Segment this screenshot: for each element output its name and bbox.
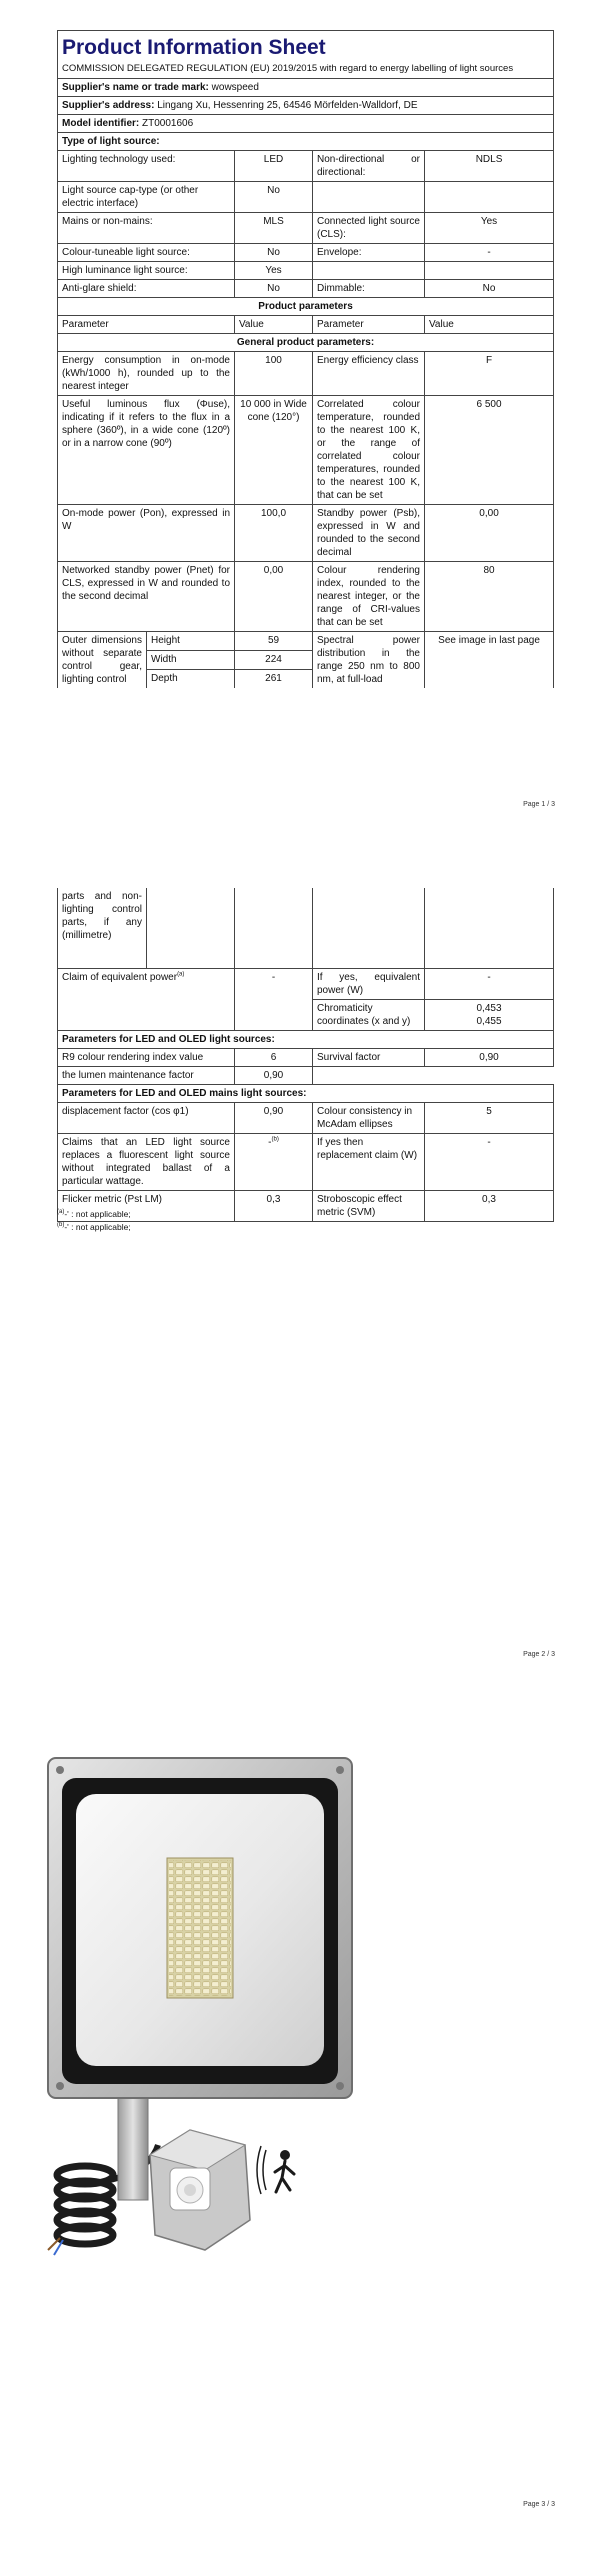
regulation-text: COMMISSION DELEGATED REGULATION (EU) 2019/2015 with regard to energy labelling of light sources xyxy=(58,61,554,78)
on-mode-power-value: 100,0 xyxy=(235,504,313,561)
replacement-claim-row xyxy=(58,1134,554,1191)
light-type-value: No xyxy=(235,243,313,261)
equivalent-power-value: - xyxy=(425,969,554,1000)
light-type-value xyxy=(425,261,554,279)
lumen-maintenance-label: the lumen maintenance factor xyxy=(58,1067,235,1085)
colour-consistency-value: 5 xyxy=(425,1103,554,1134)
colour-consistency-label: Colour consistency in McAdam ellipses xyxy=(313,1103,425,1134)
screw-icon xyxy=(56,2082,64,2090)
r9-row xyxy=(58,1049,554,1067)
flicker-metric-value: 0,3 xyxy=(235,1191,313,1222)
energy-row xyxy=(58,351,554,395)
page-number: Page 1 / 3 xyxy=(523,801,555,808)
colour-temperature-value: 6 500 xyxy=(425,395,554,504)
colour-rendering-index-label: Colour rendering index, rounded to the nearest integer, or the range of CRI-values that can be set xyxy=(313,561,425,631)
chromaticity-x-value: 0,453 xyxy=(476,1003,502,1014)
standby-power-label: Standby power (Psb), expressed in W and rounded to the second decimal xyxy=(313,504,425,561)
light-type-value xyxy=(425,181,554,212)
height-label: Height xyxy=(147,631,235,650)
motion-person-icon xyxy=(257,2146,294,2194)
lumen-maintenance-value: 0,90 xyxy=(235,1067,313,1085)
light-type-row xyxy=(58,212,554,243)
flicker-metric-label: Flicker metric (Pst LM) xyxy=(58,1191,235,1222)
product-info-table-page-1 xyxy=(57,30,554,688)
light-type-row xyxy=(58,243,554,261)
light-type-value: No xyxy=(425,279,554,297)
energy-efficiency-value: F xyxy=(425,351,554,395)
light-type-label xyxy=(313,261,425,279)
survival-factor-value: 0,90 xyxy=(425,1049,554,1067)
displacement-factor-value: 0,90 xyxy=(235,1103,313,1134)
light-source-type-heading: Type of light source: xyxy=(58,132,554,150)
general-parameters-heading: General product parameters: xyxy=(58,333,554,351)
stroboscopic-metric-value: 0,3 xyxy=(425,1191,554,1222)
page-1 xyxy=(0,0,603,853)
led-mains-parameters-heading: Parameters for LED and OLED mains light sources: xyxy=(58,1085,554,1103)
column-header-value: Value xyxy=(235,315,313,333)
led-parameters-heading: Parameters for LED and OLED light sources: xyxy=(58,1031,554,1049)
width-value: 224 xyxy=(235,650,313,669)
empty-cell xyxy=(147,888,235,969)
empty-cell xyxy=(313,888,425,969)
colour-temperature-label: Correlated colour temperature, rounded to the nearest 100 K, or the range of correlated colour temperatures, rounded to the nearest 100 K, that can be set xyxy=(313,395,425,504)
fluorescent-claim-dash: - xyxy=(268,1137,272,1148)
light-type-label: Anti-glare shield: xyxy=(58,279,235,297)
column-header-row xyxy=(58,315,554,333)
equivalent-power-row xyxy=(58,969,554,1000)
r9-label: R9 colour rendering index value xyxy=(58,1049,235,1067)
light-type-value: Yes xyxy=(425,212,554,243)
light-type-row xyxy=(58,181,554,212)
light-type-label: Dimmable: xyxy=(313,279,425,297)
light-type-label: Connected light source (CLS): xyxy=(313,212,425,243)
luminous-flux-value: 10 000 in Wide cone (120°) xyxy=(235,395,313,504)
screw-icon xyxy=(336,1766,344,1774)
colour-rendering-index-value: 80 xyxy=(425,561,554,631)
light-type-value: Yes xyxy=(235,261,313,279)
light-type-label xyxy=(313,181,425,212)
survival-factor-label: Survival factor xyxy=(313,1049,425,1067)
networked-standby-value: 0,00 xyxy=(235,561,313,631)
light-type-row xyxy=(58,150,554,181)
outer-dimensions-label-continued: parts and non-lighting control parts, if any (millimetre) xyxy=(58,888,147,969)
column-header-parameter: Parameter xyxy=(313,315,425,333)
depth-value: 261 xyxy=(235,669,313,688)
light-type-value: - xyxy=(425,243,554,261)
empty-cell xyxy=(425,888,554,969)
chromaticity-y-value: 0,455 xyxy=(476,1016,502,1027)
empty-cell xyxy=(235,888,313,969)
flux-row xyxy=(58,395,554,504)
energy-consumption-value: 100 xyxy=(235,351,313,395)
dimension-continued-row xyxy=(58,888,554,969)
flicker-row xyxy=(58,1191,554,1222)
led-chips xyxy=(169,1860,231,1996)
outer-dimensions-label: Outer dimensions without separate control gear, lighting control xyxy=(58,631,147,688)
lumen-maintenance-row xyxy=(58,1067,554,1085)
footnote-b-mark: (b) xyxy=(57,1221,65,1228)
power-row xyxy=(58,504,554,561)
spectral-power-value: See image in last page xyxy=(425,631,554,688)
footnote-a-text: -' : not applicable; xyxy=(64,1209,131,1219)
footnote-a-mark: (a) xyxy=(57,1209,65,1216)
mounting-pole xyxy=(118,2090,148,2200)
supplier-address-label: Supplier's address: xyxy=(62,99,155,111)
networked-standby-label: Networked standby power (Pnet) for CLS, expressed in W and rounded to the second decimal xyxy=(58,561,235,631)
model-identifier-row xyxy=(58,114,554,132)
screw-icon xyxy=(56,1766,64,1774)
equivalent-power-claim-label xyxy=(58,969,235,1031)
displacement-factor-label: displacement factor (cos φ1) xyxy=(58,1103,235,1134)
light-type-label: Non-directional or directional: xyxy=(313,150,425,181)
footnote-b xyxy=(57,1221,131,1234)
floodlight-product-image xyxy=(40,1750,360,2270)
page-number: Page 3 / 3 xyxy=(523,2501,555,2508)
light-type-value: MLS xyxy=(235,212,313,243)
fluorescent-claim-value xyxy=(235,1134,313,1191)
energy-efficiency-label: Energy efficiency class xyxy=(313,351,425,395)
light-type-label: High luminance light source: xyxy=(58,261,235,279)
supplier-name-row xyxy=(58,78,554,96)
fluorescent-claim-label: Claims that an LED light source replaces a fluorescent light source without integrated ballast of a particular wattage. xyxy=(58,1134,235,1191)
footnote-a xyxy=(57,1208,131,1221)
column-header-parameter: Parameter xyxy=(58,315,235,333)
luminous-flux-label: Useful luminous flux (Φuse), indicating if it refers to the flux in a sphere (360º), in a wide cone (120º) or in a narrow cone (90º) xyxy=(58,395,235,504)
footnote-mark-a: (a) xyxy=(177,971,185,978)
light-type-value: LED xyxy=(235,150,313,181)
product-info-table-page-2 xyxy=(57,888,554,1222)
page-2 xyxy=(0,853,603,1706)
light-type-label: Colour-tuneable light source: xyxy=(58,243,235,261)
on-mode-power-label: On-mode power (Pon), expressed in W xyxy=(58,504,235,561)
chromaticity-label: Chromaticity coordinates (x and y) xyxy=(313,1000,425,1031)
light-type-label: Mains or non-mains: xyxy=(58,212,235,243)
motion-sensor xyxy=(150,2130,250,2250)
page-number: Page 2 / 3 xyxy=(523,1651,555,1658)
light-type-value: NDLS xyxy=(425,150,554,181)
equivalent-power-claim-value: - xyxy=(235,969,313,1031)
column-header-value: Value xyxy=(425,315,554,333)
replacement-claim-value: - xyxy=(425,1134,554,1191)
displacement-row xyxy=(58,1103,554,1134)
product-parameters-heading: Product parameters xyxy=(58,297,554,315)
light-type-label: Light source cap-type (or other electric interface) xyxy=(58,181,235,212)
chromaticity-value xyxy=(425,1000,554,1031)
replacement-claim-label: If yes then replacement claim (W) xyxy=(313,1134,425,1191)
supplier-address-value: Lingang Xu, Hessenring 25, 64546 Mörfelden-Walldorf, DE xyxy=(157,99,418,111)
networked-standby-row xyxy=(58,561,554,631)
empty-cell xyxy=(313,1067,554,1085)
dimension-row xyxy=(58,631,554,650)
footnote-mark-b: (b) xyxy=(271,1136,279,1143)
light-type-value: No xyxy=(235,279,313,297)
equivalent-power-claim-text: Claim of equivalent power xyxy=(62,972,178,983)
supplier-name-label: Supplier's name or trade mark: xyxy=(62,81,209,93)
light-type-label: Envelope: xyxy=(313,243,425,261)
footnotes xyxy=(57,1208,131,1234)
stroboscopic-metric-label: Stroboscopic effect metric (SVM) xyxy=(313,1191,425,1222)
model-identifier-value: ZT0001606 xyxy=(142,117,194,129)
energy-consumption-label: Energy consumption in on-mode (kWh/1000 h), rounded up to the nearest integer xyxy=(58,351,235,395)
light-type-row xyxy=(58,279,554,297)
supplier-address-row xyxy=(58,96,554,114)
r9-value: 6 xyxy=(235,1049,313,1067)
equivalent-power-label: If yes, equivalent power (W) xyxy=(313,969,425,1000)
page-title: Product Information Sheet xyxy=(58,31,554,62)
depth-label: Depth xyxy=(147,669,235,688)
model-identifier-label: Model identifier: xyxy=(62,117,140,129)
screw-icon xyxy=(336,2082,344,2090)
standby-power-value: 0,00 xyxy=(425,504,554,561)
spectral-power-label: Spectral power distribution in the range 250 nm to 800 nm, at full-load xyxy=(313,631,425,688)
footnote-b-text: -' : not applicable; xyxy=(64,1221,131,1232)
light-type-value: No xyxy=(235,181,313,212)
width-label: Width xyxy=(147,650,235,669)
light-type-label: Lighting technology used: xyxy=(58,150,235,181)
supplier-name-value: wowspeed xyxy=(211,81,259,93)
height-value: 59 xyxy=(235,631,313,650)
light-type-row xyxy=(58,261,554,279)
